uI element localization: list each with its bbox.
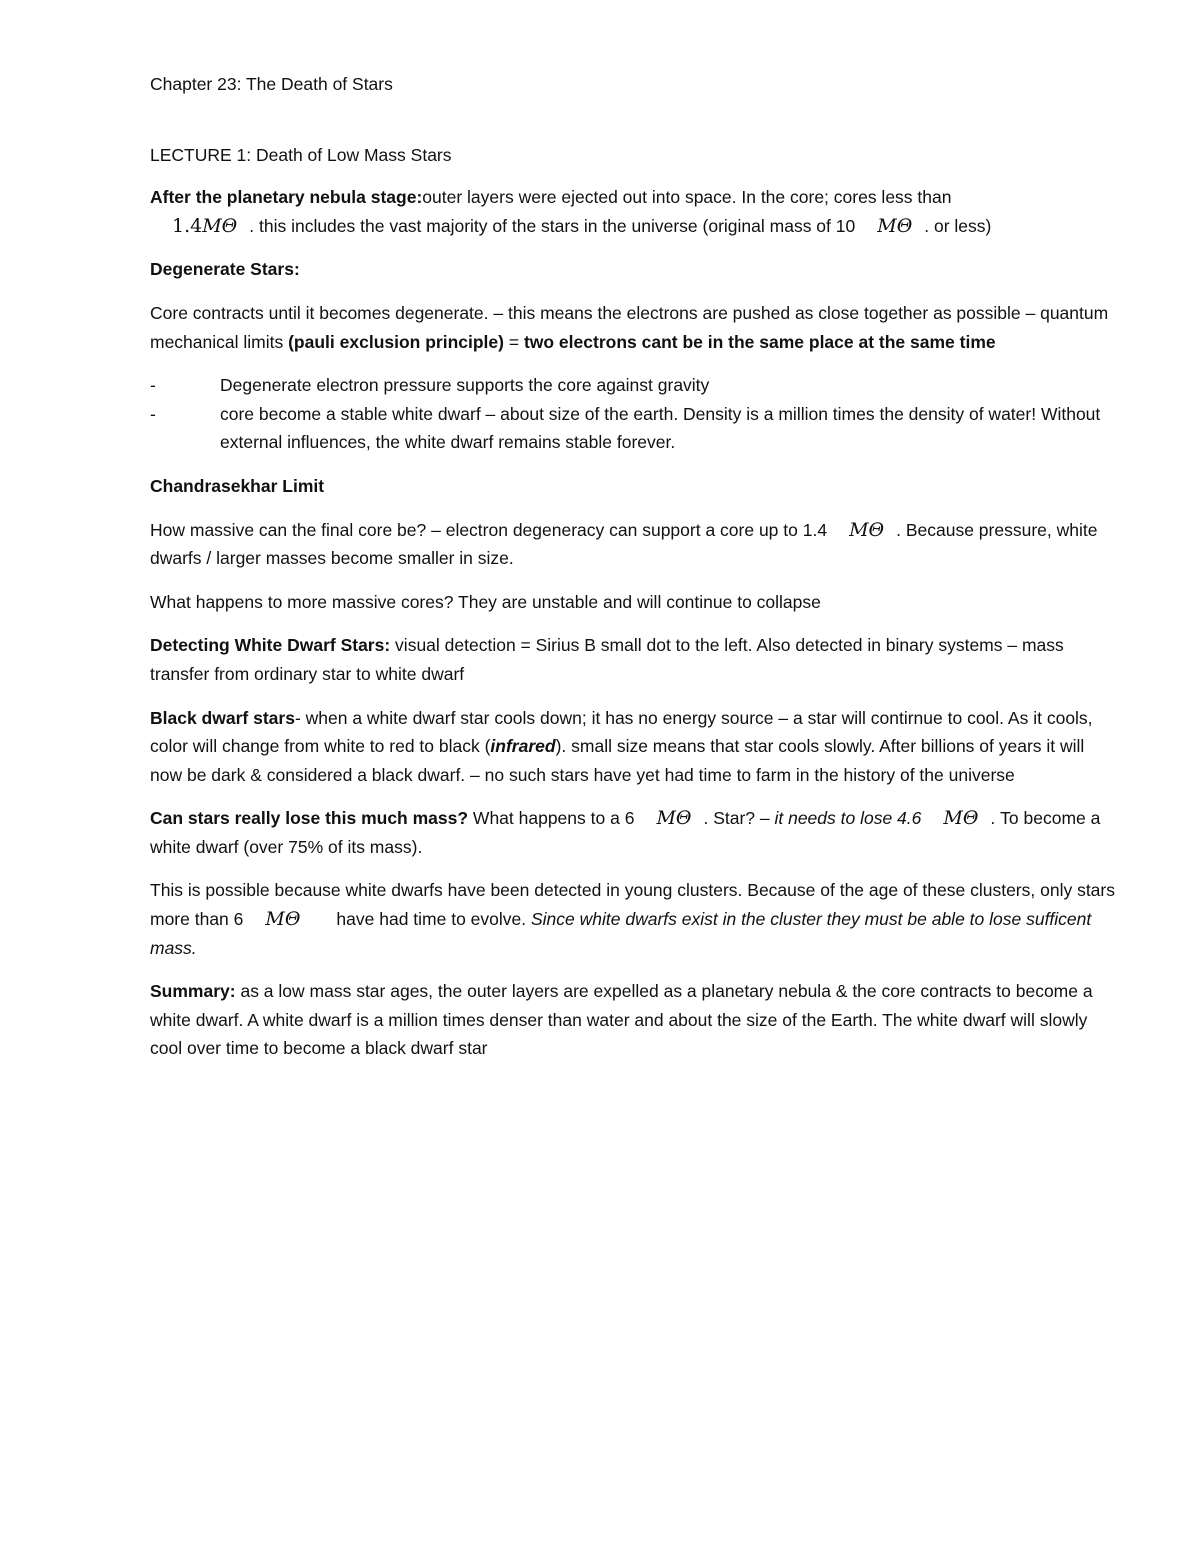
planetary-indent bbox=[150, 216, 172, 236]
solar-mass-symbol: MΘ bbox=[202, 214, 238, 237]
detecting-lead: Detecting White Dwarf Stars: bbox=[150, 635, 391, 656]
degenerate-bullet-list bbox=[150, 371, 1115, 457]
lose-mass-text-3: . To become a white dwarf (over 75% of its mass). bbox=[150, 808, 1101, 857]
pauli-principle: (pauli exclusion principle) bbox=[288, 331, 504, 352]
planetary-text-1: outer layers were ejected out into space. In the core; cores less than bbox=[422, 187, 952, 208]
planetary-math-value: 1.4 bbox=[172, 214, 203, 237]
degenerate-text-1: Core contracts until it becomes degenerate. – this means the electrons are pushed as close together as possible – quantum mechanical limits bbox=[150, 302, 1109, 352]
clusters-text-1: This is possible because white dwarfs have been detected in young clusters. Because of the age of these clusters, only stars more than 6 bbox=[150, 880, 1115, 930]
lose-mass-italic: it needs to lose 4.6 bbox=[774, 808, 922, 829]
lose-mass-paragraph bbox=[150, 804, 1115, 861]
solar-mass-symbol: MΘ bbox=[943, 807, 979, 830]
young-clusters-paragraph bbox=[150, 876, 1115, 962]
black-dwarf-paragraph bbox=[150, 704, 1115, 790]
summary-paragraph bbox=[150, 977, 1115, 1063]
solar-mass-symbol: MΘ bbox=[265, 908, 301, 931]
planetary-text-2: . this includes the vast majority of the stars in the universe (original mass of 10 bbox=[249, 215, 856, 236]
lose-mass-lead: Can stars really lose this much mass? bbox=[150, 808, 469, 829]
solar-mass-symbol: MΘ bbox=[849, 518, 885, 541]
solar-mass-symbol: MΘ bbox=[877, 214, 913, 237]
dash-bullet: - bbox=[150, 403, 156, 424]
planetary-nebula-paragraph bbox=[150, 183, 1115, 240]
clusters-text-2: have had time to evolve. bbox=[336, 909, 531, 930]
chandra-text-2: . Because pressure, white dwarfs / larger masses become smaller in size. bbox=[150, 519, 1098, 569]
chandrasekhar-paragraph bbox=[150, 516, 1115, 573]
document-page bbox=[150, 70, 1115, 1078]
list-item bbox=[150, 400, 1115, 457]
summary-text: as a low mass star ages, the outer layers are expelled as a planetary nebula & the core contracts to become a white dwarf. A white dwarf is a million times denser than water and about the size of the Earth. The white dwarf will slowly cool over time to become a black dwarf star bbox=[150, 981, 1093, 1059]
chapter-title: Chapter 23: The Death of Stars bbox=[150, 74, 393, 94]
detecting-text: visual detection = Sirius B small dot to the left. Also detected in binary systems – mass transfer from ordinary star to white dwarf bbox=[150, 635, 1064, 684]
degenerate-stars-heading: Degenerate Stars: bbox=[150, 259, 300, 280]
black-dwarf-text-2: ). small size means that star cools slowly. After billions of years it will now be dark & considered a black dwarf. – no such stars have yet had time to farm in the history of the universe bbox=[150, 736, 1085, 785]
degenerate-text-2: = bbox=[503, 331, 524, 352]
planetary-text-3: . or less) bbox=[924, 215, 992, 236]
list-item-text: core become a stable white dwarf – about size of the earth. Density is a million times the density of water! Without external influences, the white dwarf remains stable forever. bbox=[220, 403, 1101, 453]
degenerate-paragraph bbox=[150, 299, 1115, 356]
list-item bbox=[150, 371, 1115, 400]
lose-mass-text-1: What happens to a 6 bbox=[468, 808, 635, 829]
lecture-title: LECTURE 1: Death of Low Mass Stars bbox=[150, 144, 452, 165]
chandrasekhar-heading: Chandrasekhar Limit bbox=[150, 475, 325, 496]
infrared-term: infrared bbox=[490, 736, 556, 757]
chandra-text-1: How massive can the final core be? – electron degeneracy can support a core up to 1.4 bbox=[150, 519, 828, 540]
lose-mass-text-2: . Star? – bbox=[703, 808, 775, 829]
summary-lead: Summary: bbox=[150, 981, 236, 1002]
two-electrons-statement: two electrons cant be in the same place at the same time bbox=[523, 331, 996, 352]
black-dwarf-lead: Black dwarf stars bbox=[150, 707, 295, 728]
list-item-text: Degenerate electron pressure supports the core against gravity bbox=[220, 375, 710, 396]
black-dwarf-text-1: - when a white dwarf star cools down; it has no energy source – a star will contirnue to cool. As it cools, color will change from white to red to black ( bbox=[150, 707, 1093, 757]
planetary-nebula-lead: After the planetary nebula stage: bbox=[150, 187, 423, 208]
massive-cores-paragraph: What happens to more massive cores? They are unstable and will continue to collapse bbox=[150, 591, 821, 612]
dash-bullet: - bbox=[150, 375, 156, 396]
solar-mass-symbol: MΘ bbox=[656, 807, 692, 830]
clusters-italic: Since white dwarfs exist in the cluster they must be able to lose sufficent mass. bbox=[150, 909, 1092, 958]
detecting-paragraph bbox=[150, 631, 1115, 688]
